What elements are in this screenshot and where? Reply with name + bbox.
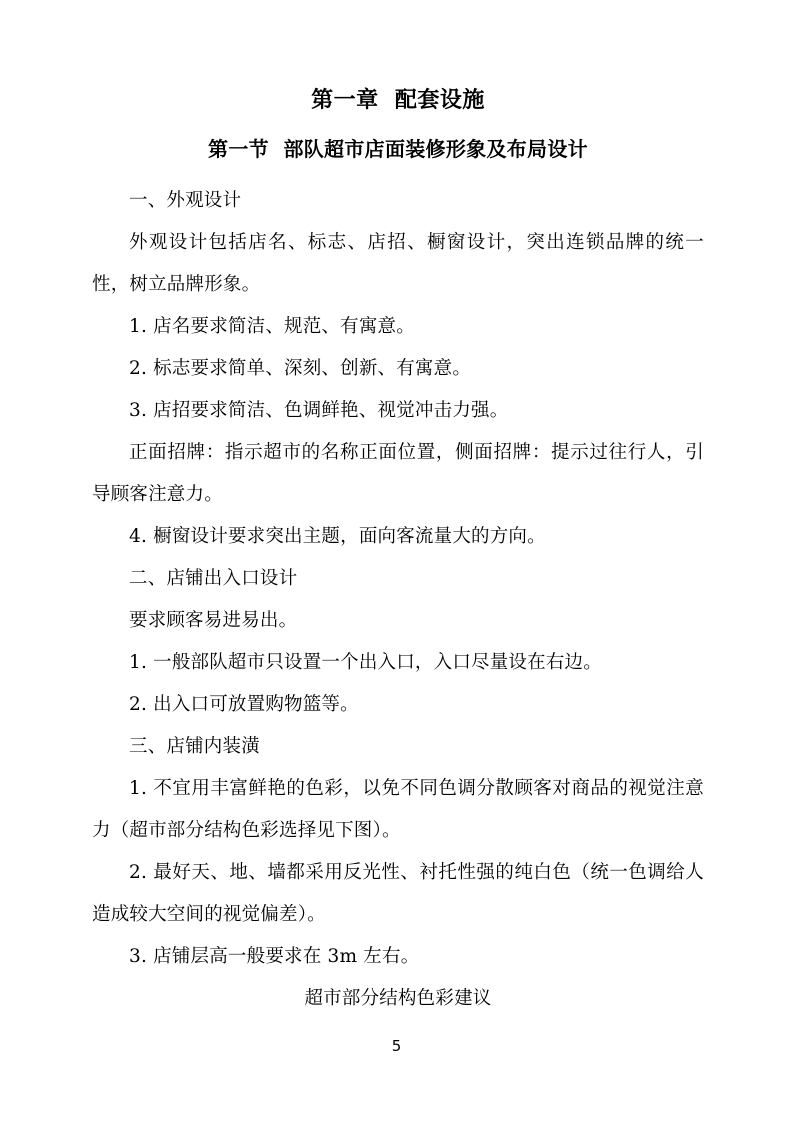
page-subtitle: 第一节 部队超市店面装修形象及布局设计 [208, 137, 588, 161]
list-item-3-1: 1. 不宜用丰富鲜艳的色彩，以免不同色调分散顾客对商品的视觉注意力（超市部分结构色彩选择见下图）。 [92, 778, 704, 841]
paragraph-appearance-overview: 外观设计包括店名、标志、店招、橱窗设计，突出连锁品牌的统一性，树立品牌形象。 [92, 232, 704, 295]
page-title: 第一章 配套设施 [311, 88, 485, 113]
paragraph-list [92, 180, 704, 1020]
list-item-2-1: 1. 一般部队超市只设置一个出入口，入口尽量设在右边。 [129, 652, 602, 673]
page-number: 5 [391, 1037, 402, 1055]
list-item-1-4: 4. 橱窗设计要求突出主题，面向客流量大的方向。 [129, 526, 546, 547]
list-item-1-3: 3. 店招要求简洁、色调鲜艳、视觉冲击力强。 [129, 400, 509, 421]
list-item-3-3: 3. 店铺层高一般要求在 3m 左右。 [129, 946, 420, 967]
paragraph-signboard: 正面招牌：指示超市的名称正面位置，侧面招牌：提示过往行人，引导顾客注意力。 [92, 442, 704, 505]
section-heading-three: 三、店铺内装潢 [129, 736, 260, 757]
paragraph-entrance-requirement: 要求顾客易进易出。 [129, 610, 298, 631]
document-body [92, 0, 704, 1020]
list-item-1-1: 1. 店名要求简洁、规范、有寓意。 [129, 316, 415, 337]
list-item-3-2: 2. 最好天、地、墙都采用反光性、衬托性强的纯白色（统一色调给人造成较大空间的视觉偏差）。 [92, 862, 704, 925]
section-heading-two: 二、店铺出入口设计 [129, 568, 298, 589]
list-item-2-2: 2. 出入口可放置购物篮等。 [129, 694, 359, 715]
list-item-1-2: 2. 标志要求简单、深刻、创新、有寓意。 [129, 358, 472, 379]
section-heading-one: 一、外观设计 [129, 190, 242, 211]
figure-caption: 超市部分结构色彩建议 [304, 988, 492, 1009]
